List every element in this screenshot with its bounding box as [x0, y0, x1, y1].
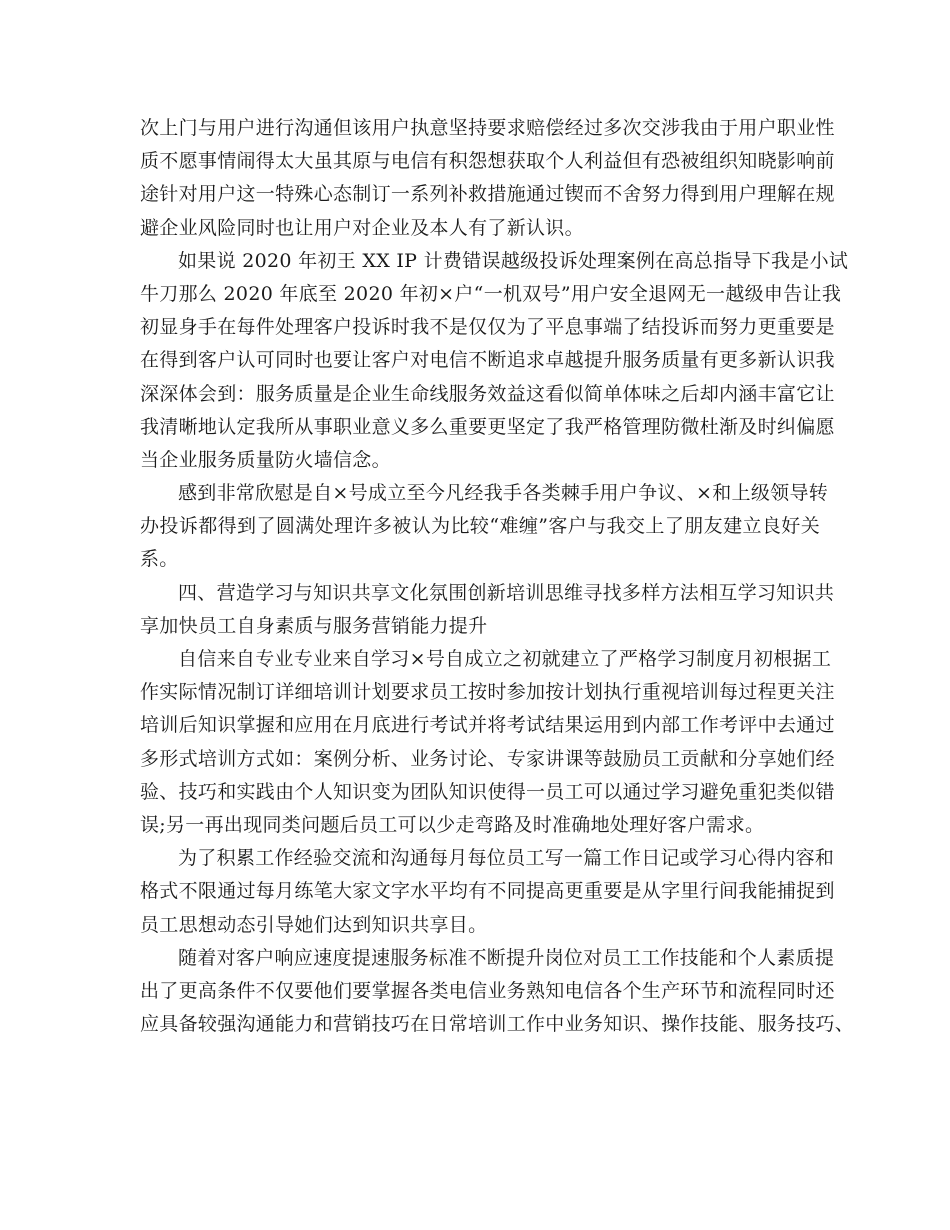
text-line: 为了积累工作经验交流和沟通每月每位员工写一篇工作日记或学习心得内容和: [178, 847, 835, 870]
text-line: 多形式培训方式如：案例分析、业务讨论、专家讲课等鼓励员工贡献和分享她们经: [140, 747, 835, 770]
text-line: 初显身手在每件处理客户投诉时我不是仅仅为了平息事端了结投诉而努力更重要是: [140, 316, 835, 339]
text-line: 避企业风险同时也让用户对企业及本人有了新认识。: [140, 216, 584, 239]
text-line: 误;另一再出现同类问题后员工可以少走弯路及时准确地处理好客户需求。: [140, 813, 765, 836]
text-line: 质不愿事情闹得太大虽其原与电信有积怨想获取个人利益但有恐被组织知晓影响前: [140, 150, 835, 173]
text-line: 培训后知识掌握和应用在月底进行考试并将考试结果运用到内部工作考评中去通过: [140, 714, 835, 737]
text-line: 员工思想动态引导她们达到知识共享目。: [140, 913, 488, 936]
text-line: 四、营造学习与知识共享文化氛围创新培训思维寻找多样方法相互学习知识共: [178, 581, 835, 604]
text-line: 应具备较强沟通能力和营销技巧在日常培训工作中业务知识、操作技能、服务技巧、: [140, 1013, 855, 1036]
text-line: 深深体会到：服务质量是企业生命线服务效益这看似简单体味之后却内涵丰富它让: [140, 382, 835, 405]
text-line: 出了更高条件不仅要他们要掌握各类电信业务熟知电信各个生产环节和流程同时还: [140, 979, 835, 1002]
text-line: 作实际情况制订详细培训计划要求员工按时参加按计划执行重视培训每过程更关注: [140, 681, 835, 704]
text-line: 牛刀那么 2020 年底至 2020 年初×户“一机双号”用户安全退网无一越级申告让我: [140, 282, 842, 305]
text-line: 感到非常欣慰是自×号成立至今凡经我手各类棘手用户争议、×和上级领导转: [178, 482, 829, 505]
text-line: 格式不限通过每月练笔大家文字水平均有不同提高更重要是从字里行间我能捕捉到: [140, 880, 835, 903]
text-line: 随着对客户响应速度提速服务标准不断提升岗位对员工工作技能和个人素质提: [178, 946, 835, 969]
text-line: 在得到客户认可同时也要让客户对电信不断追求卓越提升服务质量有更多新认识我: [140, 349, 835, 372]
body-text: [140, 112, 855, 1041]
text-line: 途针对用户这一特殊心态制订一系列补救措施通过锲而不舍努力得到用户理解在规: [140, 183, 835, 206]
text-line: 当企业服务质量防火墙信念。: [140, 448, 391, 471]
text-line: 如果说 2020 年初王 XX IP 计费错误越级投诉处理案例在高总指导下我是小试: [178, 249, 849, 272]
text-line: 享加快员工自身素质与服务营销能力提升: [140, 614, 488, 637]
text-line: 验、技巧和实践由个人知识变为团队知识使得一员工可以通过学习避免重犯类似错: [140, 780, 835, 803]
text-line: 办投诉都得到了圆满处理许多被认为比较“难缠”客户与我交上了朋友建立良好关: [140, 515, 820, 538]
text-line: 次上门与用户进行沟通但该用户执意坚持要求赔偿经过多次交涉我由于用户职业性: [140, 117, 835, 139]
text-line: 系。: [140, 548, 179, 571]
text-line: 自信来自专业专业来自学习×号自成立之初就建立了严格学习制度月初根据工: [178, 648, 832, 670]
text-line: 我清晰地认定我所从事职业意义多么重要更坚定了我严格管理防微杜渐及时纠偏愿: [140, 415, 835, 438]
